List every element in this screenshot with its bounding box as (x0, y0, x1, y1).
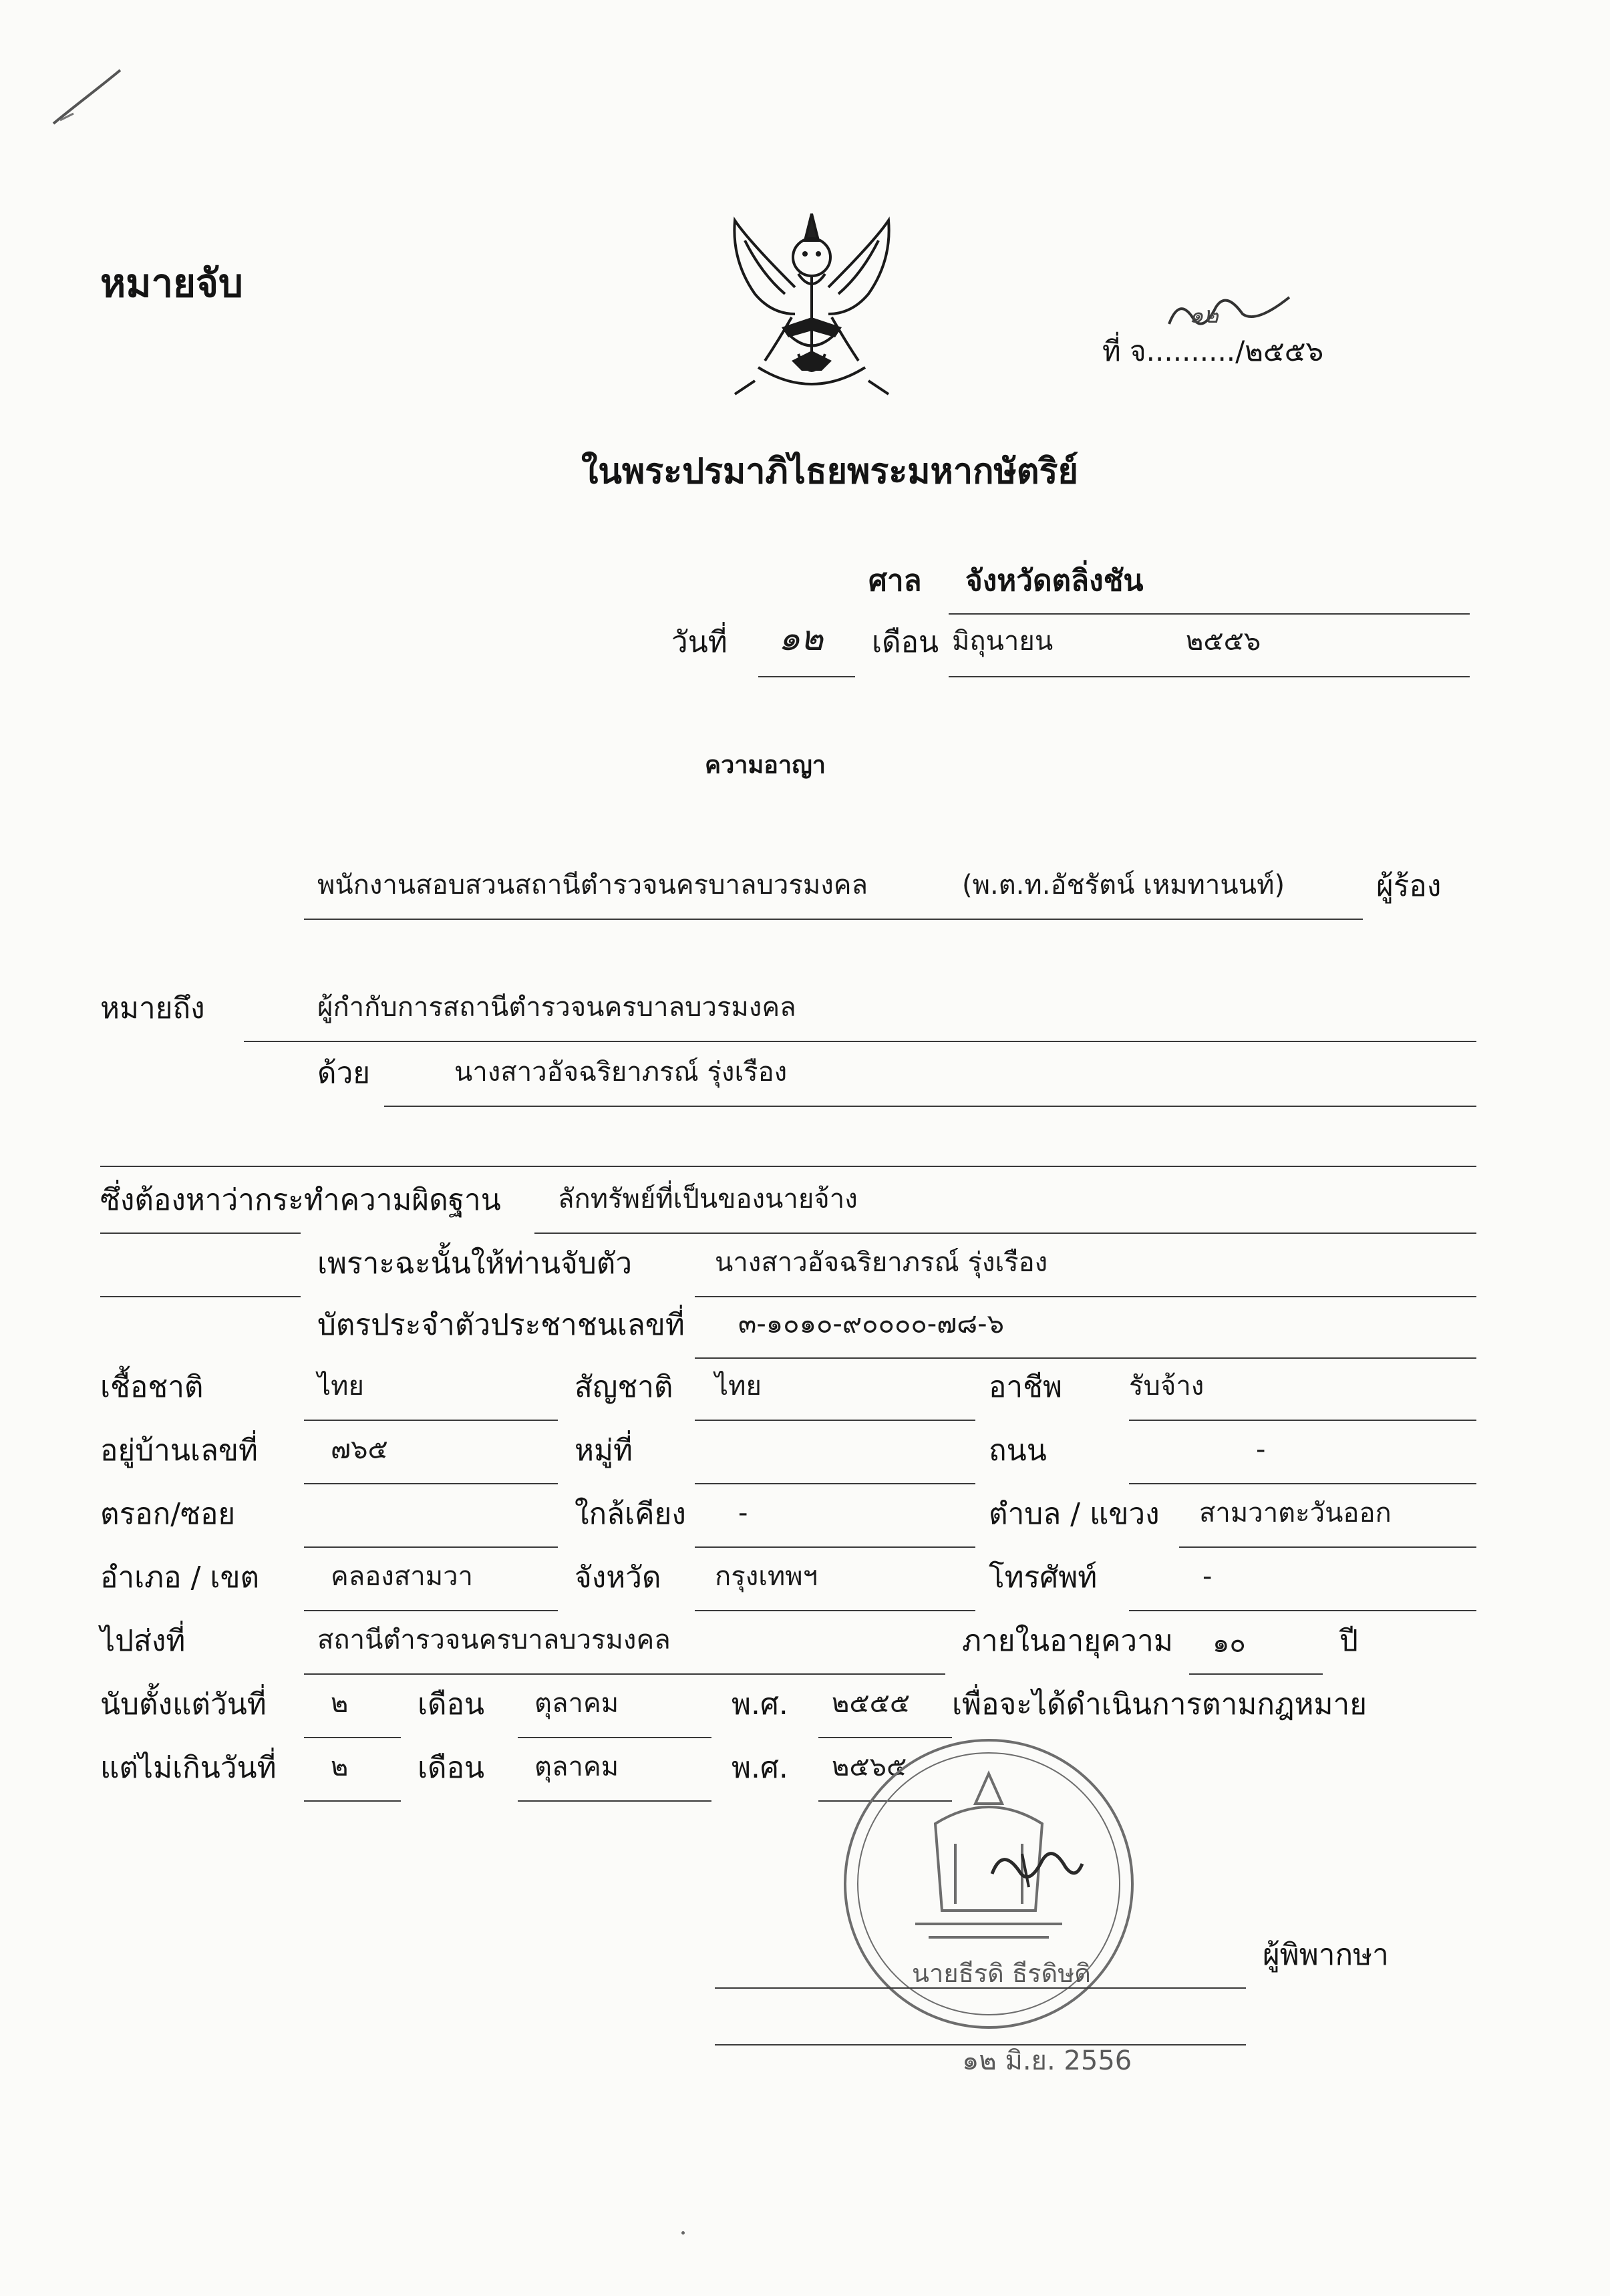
phone-label: โทรศัพท์ (989, 1561, 1098, 1595)
province-value: กรุงเทพฯ (715, 1561, 818, 1592)
house-value: ๗๖๕ (331, 1434, 388, 1465)
from-day: ๒ (331, 1688, 349, 1719)
therefore-label: เพราะฉะนั้นให้ท่านจับตัว (317, 1247, 633, 1281)
with-value: นางสาวอัจฉริยาภรณ์ รุ่งเรือง (454, 1057, 788, 1088)
road-label: ถนน (989, 1434, 1047, 1468)
house-label: อยู่บ้านเลขที่ (100, 1434, 259, 1468)
from-month: ตุลาคม (534, 1688, 619, 1719)
id-value: ๓-๑๐๑๐-๙๐๐๐๐-๗๘-๖ (738, 1309, 1004, 1339)
id-label: บัตรประจำตัวประชาชนเลขที่ (317, 1308, 685, 1342)
judge-underline-2 (715, 2044, 1246, 2045)
month-label: เดือน (872, 625, 939, 659)
petitioner-value: พนักงานสอบสวนสถานีตำรวจนครบาลบวรมงคล (317, 870, 868, 900)
near-label: ใกล้เคียง (575, 1497, 686, 1531)
judge-role: ผู้พิพากษา (1263, 1938, 1389, 1972)
period-underline (1189, 1673, 1323, 1675)
left-margin-underline-1 (100, 1233, 301, 1234)
with-label: ด้วย (317, 1056, 371, 1090)
from-month-label: เดือน (418, 1687, 485, 1721)
therefore-value: นางสาวอัจฉริยาภรณ์ รุ่งเรือง (715, 1247, 1048, 1278)
race-label: เชื้อชาติ (100, 1370, 204, 1404)
road-value: - (1256, 1434, 1266, 1465)
charge-value: ลักทรัพย์ที่เป็นของนายจ้าง (558, 1184, 858, 1214)
until-month-underline (518, 1800, 711, 1802)
occupation-label: อาชีพ (989, 1370, 1062, 1404)
until-day: ๒ (331, 1752, 349, 1782)
phone-value: - (1202, 1561, 1213, 1592)
document-title: หมายจับ (100, 261, 243, 306)
date-day-underline (758, 676, 855, 677)
therefore-underline (695, 1296, 1476, 1297)
province-underline (695, 1610, 975, 1611)
period-value: ๑๐ (1213, 1628, 1246, 1659)
blank-underline (100, 1166, 1476, 1167)
royal-heading: ในพระปรมาภิไธยพระมหากษัตริย์ (581, 452, 1078, 492)
from-day-underline (304, 1737, 401, 1738)
village-underline (695, 1483, 975, 1484)
district-value: คลองสามวา (331, 1561, 473, 1592)
near-underline (695, 1546, 975, 1548)
phone-underline (1129, 1610, 1476, 1611)
period-unit: ปี (1339, 1624, 1358, 1658)
until-day-underline (304, 1800, 401, 1802)
race-underline (304, 1420, 558, 1421)
paper-speck (681, 2231, 685, 2235)
judge-signature (982, 1834, 1089, 1901)
from-year: ๒๕๕๕ (832, 1688, 911, 1719)
from-purpose: เพื่อจะได้ดำเนินการตามกฎหมาย (952, 1687, 1367, 1721)
until-era-label: พ.ศ. (732, 1751, 788, 1785)
year-value: ๒๕๕๖ (1186, 626, 1261, 657)
from-month-underline (518, 1737, 711, 1738)
send-to-underline (304, 1673, 945, 1675)
subdistrict-value: สามวาตะวันออก (1199, 1498, 1392, 1528)
nationality-label: สัญชาติ (575, 1370, 673, 1404)
judge-name: นายธีรดิ ธีรดิษดิ (912, 1959, 1091, 1988)
court-label: ศาล (868, 564, 922, 598)
village-label: หมู่ที่ (575, 1434, 633, 1468)
occupation-underline (1129, 1420, 1476, 1421)
warrant-to-label: หมายถึง (100, 991, 205, 1025)
doc-number-handwritten: ๑๒ (1189, 302, 1219, 329)
until-year: ๒๕๖๕ (832, 1752, 907, 1782)
date-day: ๑๒ (778, 619, 824, 659)
until-month: ตุลาคม (534, 1752, 619, 1782)
petitioner-role: ผู้ร้อง (1376, 869, 1442, 903)
send-to-value: สถานีตำรวจนครบาลบวรมงคล (317, 1625, 671, 1655)
date-label: วันที่ (671, 625, 728, 659)
nationality-value: ไทย (715, 1371, 762, 1402)
period-label: ภายในอายุความ (962, 1624, 1173, 1658)
month-value: มิถุนายน (952, 626, 1054, 657)
charge-underline (534, 1233, 1476, 1234)
from-label: นับตั้งแต่วันที่ (100, 1687, 267, 1721)
district-underline (304, 1610, 558, 1611)
id-underline (695, 1357, 1476, 1359)
from-era-label: พ.ศ. (732, 1687, 788, 1721)
alley-underline (304, 1546, 558, 1548)
doc-number: ที่ จ........../๒๕๕๖ (1102, 335, 1324, 367)
subdistrict-underline (1179, 1546, 1476, 1548)
with-underline (384, 1106, 1476, 1107)
month-underline (949, 676, 1470, 677)
garuda-emblem-icon (708, 200, 915, 407)
until-month-label: เดือน (418, 1751, 485, 1785)
send-to-label: ไปส่งที่ (100, 1624, 186, 1658)
road-underline (1129, 1483, 1476, 1484)
court-underline (949, 613, 1470, 615)
case-type: ความอาญา (705, 752, 826, 779)
petitioner-officer: (พ.ต.ท.อัชรัตน์ เหมทานนท์) (962, 870, 1285, 900)
petitioner-underline (304, 919, 1363, 920)
left-margin-underline-2 (100, 1296, 301, 1297)
subdistrict-label: ตำบล / แขวง (989, 1497, 1160, 1531)
warrant-to-value: ผู้กำกับการสถานีตำรวจนครบาลบวรมงคล (317, 992, 796, 1023)
district-label: อำเภอ / เขต (100, 1561, 260, 1595)
charge-label: ซึ่งต้องหาว่ากระทำความผิดฐาน (100, 1183, 501, 1217)
nationality-underline (695, 1420, 975, 1421)
alley-label: ตรอก/ซอย (100, 1497, 236, 1531)
stamp-date: ๑๒ มิ.ย. 2556 (962, 2045, 1132, 2076)
pen-mark (47, 60, 127, 134)
warrant-to-underline (244, 1041, 1476, 1042)
near-value: - (738, 1498, 748, 1528)
court-name: จังหวัดตลิ่งชัน (965, 564, 1144, 598)
until-label: แต่ไม่เกินวันที่ (100, 1751, 277, 1785)
province-label: จังหวัด (575, 1561, 661, 1595)
judge-underline-1 (715, 1987, 1246, 1989)
house-underline (304, 1483, 558, 1484)
occupation-value: รับจ้าง (1129, 1371, 1204, 1402)
race-value: ไทย (317, 1371, 364, 1402)
